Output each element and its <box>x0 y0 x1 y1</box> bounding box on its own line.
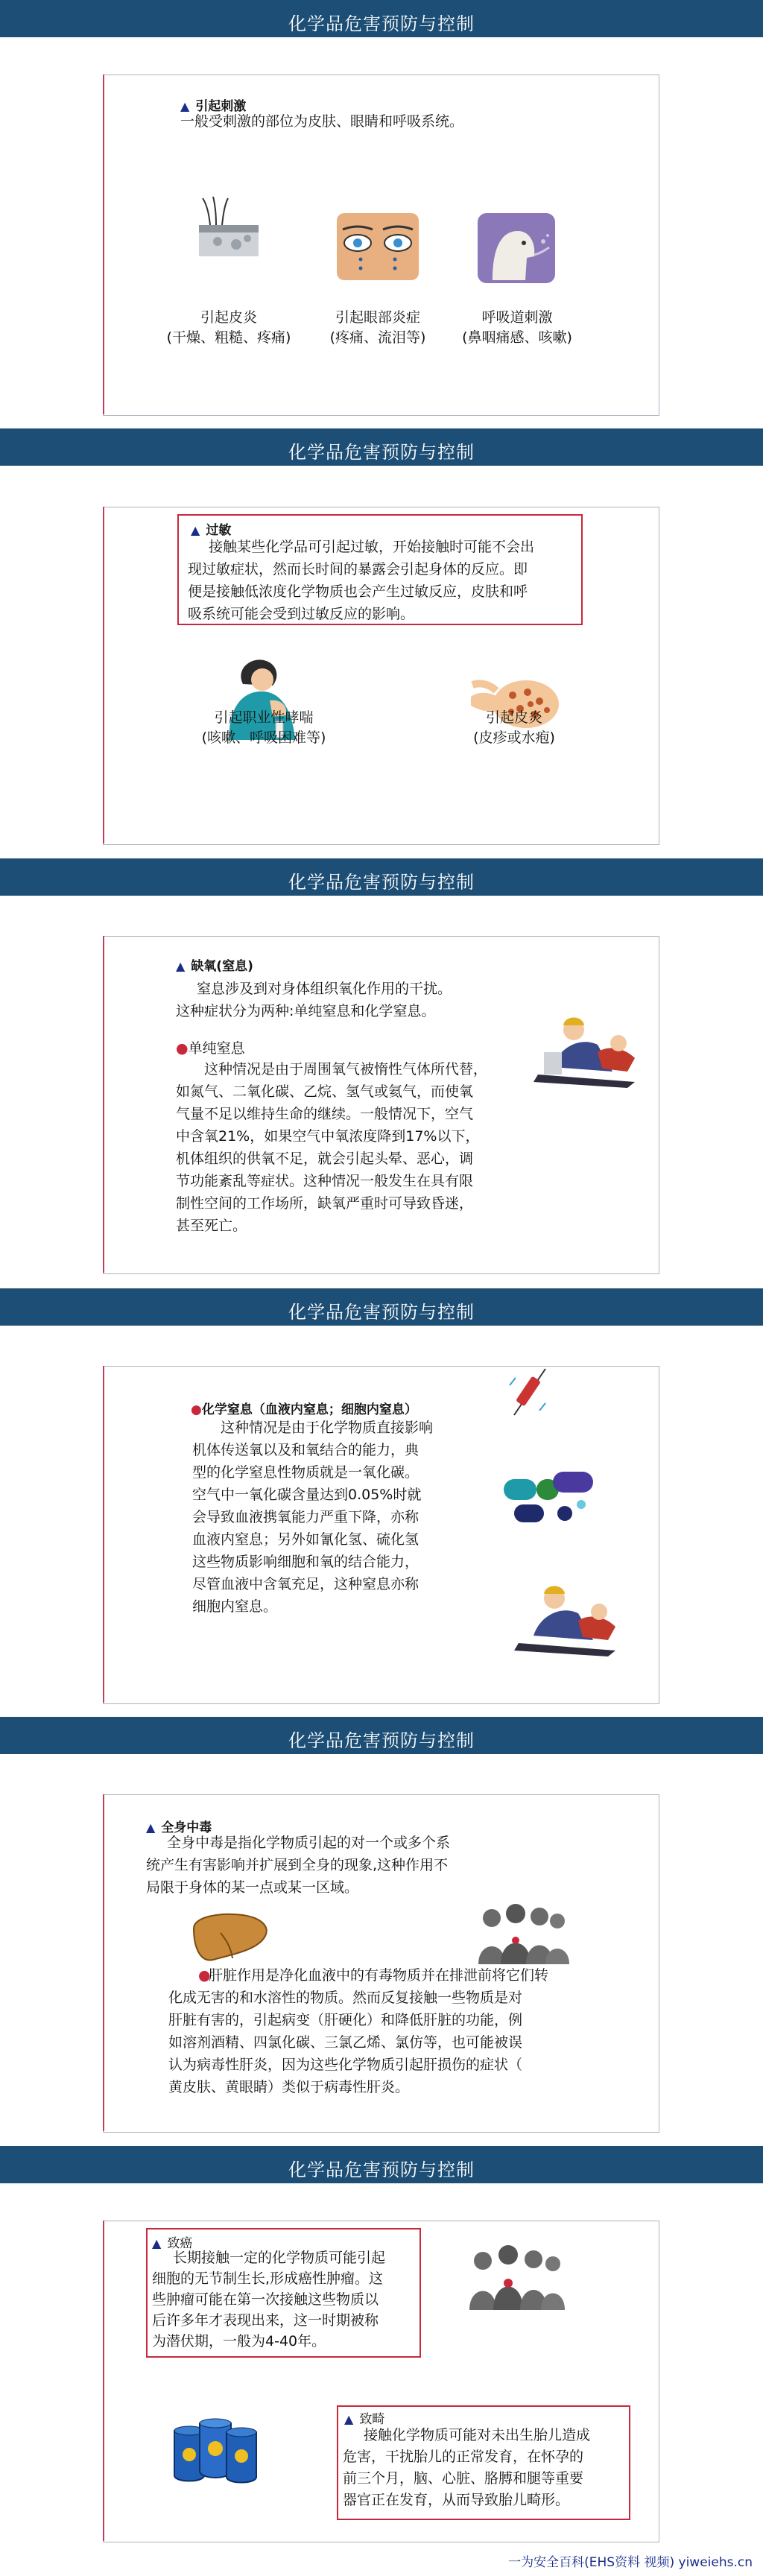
frame-rail <box>103 75 104 414</box>
header-band <box>0 0 763 37</box>
text-line: 接触化学物质可能对未出生胎儿造成 <box>364 2427 591 2443</box>
chemical-asphyxia-text <box>192 1417 490 1618</box>
rescue-scene-icon <box>511 1569 623 1658</box>
irritation-item-skin <box>154 308 303 348</box>
text-line: 这种情况是由于化学物质直接影响 <box>221 1420 434 1436</box>
slide-chemical-asphyxia <box>0 1288 763 1713</box>
rescue-scene-icon <box>531 1000 642 1089</box>
slide-systemic-poisoning <box>0 1717 763 2142</box>
text-line: 中含氧21%，如果空气中氧浓度降到17%以下， <box>176 1128 480 1145</box>
text-line: 机体组织的供氧不足，就会引起头晕、恶心，调 <box>176 1151 474 1167</box>
text-line: 吸系统可能会受到过敏反应的影响。 <box>188 606 415 622</box>
irritation-item-eyes <box>303 308 452 348</box>
section-heading: ▲ 过敏 <box>191 523 232 538</box>
text-line: 会导致血液携氧能力严重下降，亦称 <box>192 1509 420 1525</box>
item-detail: (疼痛、流泪等) <box>329 329 426 346</box>
text-line: 机体传送氧以及和氧结合的能力，典 <box>192 1442 420 1458</box>
sub-heading: ●单纯窒息 <box>176 1040 245 1057</box>
slide-allergy <box>0 428 763 857</box>
text-line: 后许多年才表现出来，这一时期被称 <box>152 2312 379 2329</box>
item-detail: (咳嗽、呼吸困难等) <box>201 730 326 746</box>
frame-rail <box>103 1794 104 2131</box>
text-line: 黄皮肤、黄眼睛）类似于病毒性肝炎。 <box>168 2079 410 2095</box>
bullet-dot-icon: ● <box>191 1402 202 1417</box>
text-line: 现过敏症状，然而长时间的暴露会引起身体的反应。即 <box>188 561 528 577</box>
triangle-bullet-icon: ▲ <box>152 2236 162 2250</box>
frame-rail <box>103 507 104 844</box>
liver-text <box>168 1964 645 2098</box>
teratogenic-text <box>343 2425 626 2511</box>
text-line: 细胞的无节制生长,形成癌性肿瘤。这 <box>152 2270 384 2287</box>
intro-text: 一般受刺激的部位为皮肤、眼睛和呼吸系统。 <box>180 113 464 130</box>
item-detail: (干燥、粗糙、疼痛) <box>166 329 291 346</box>
text-line: 节功能紊乱等症状。这种情况一般发生在具有限 <box>176 1173 474 1189</box>
slide-asphyxia <box>0 858 763 1283</box>
crowd-icon <box>474 1902 569 1964</box>
simple-asphyxia-text <box>176 1058 526 1237</box>
triangle-bullet-icon: ▲ <box>176 959 186 973</box>
text-line: 甚至死亡。 <box>176 1218 247 1234</box>
text-line: 接触某些化学品可引起过敏，开始接触时可能不会出 <box>209 539 535 555</box>
triangle-bullet-icon: ▲ <box>191 523 200 537</box>
section-heading: ▲ 致畸 <box>344 2412 385 2427</box>
slide-carcinogenic-teratogenic <box>0 2146 763 2576</box>
item-title: 引起眼部炎症 <box>335 309 420 326</box>
text-line: 血液内窒息；另外如氰化氢、硫化氢 <box>192 1531 420 1548</box>
bullet-dot-icon: ● <box>176 1040 189 1057</box>
slide-irritation <box>0 0 763 425</box>
slide-title: 化学品危害预防与控制 <box>288 872 475 893</box>
asphyxia-intro <box>176 978 452 1022</box>
header-band <box>0 2146 763 2183</box>
text-line: 尽管血液中含氧充足，这种窒息亦称 <box>192 1576 420 1592</box>
slide-title: 化学品危害预防与控制 <box>288 13 475 34</box>
frame-rail <box>103 936 104 1273</box>
text-line: 局限于身体的某一点或某一区域。 <box>146 1879 359 1896</box>
text-line: ● 肝脏作用是净化血液中的有毒物质并在排泄前将它们转 <box>168 1964 645 1987</box>
slide-title: 化学品危害预防与控制 <box>288 1730 475 1751</box>
text-line: 器官正在发育，从而导致胎儿畸形。 <box>343 2492 570 2508</box>
header-band <box>0 1288 763 1326</box>
text-line: 前三个月，脑、心脏、胳膊和腿等重要 <box>343 2470 584 2487</box>
allergy-text <box>188 536 575 625</box>
carcinogenic-text <box>152 2247 420 2352</box>
text-line: 为潜伏期，一般为4-40年。 <box>152 2333 326 2349</box>
syringe-icon <box>507 1363 551 1419</box>
item-title: 引起皮炎 <box>485 709 542 726</box>
text-line: 长期接触一定的化学物质可能引起 <box>173 2250 386 2266</box>
eyes-icon <box>337 213 419 280</box>
text-line: 些肿瘤可能在第一次接触这些物质以 <box>152 2291 379 2308</box>
text-line: 危害，干扰胎儿的正常发育，在怀孕的 <box>343 2449 584 2465</box>
liver-icon <box>191 1911 271 1964</box>
text-line: 全身中毒是指化学物质引起的对一个或多个系 <box>167 1835 451 1851</box>
frame-rail <box>103 1366 104 1703</box>
allergy-item-dermatitis <box>440 708 589 748</box>
text-line: 化成无害的和水溶性的物质。然而反复接触一些物质是对 <box>168 1990 523 2006</box>
item-title: 引起职业性哮喘 <box>214 709 314 726</box>
respiratory-icon <box>478 213 555 283</box>
pills-icon <box>501 1466 598 1528</box>
header-band <box>0 858 763 896</box>
footer-watermark: 一为安全百科(EHS资料 视频) yiweiehs.cn <box>508 2555 753 2570</box>
text-line: 气量不足以维持生命的继续。一般情况下，空气 <box>176 1106 474 1122</box>
section-heading: ▲ 引起刺激 <box>180 99 247 114</box>
slide-title: 化学品危害预防与控制 <box>288 442 475 463</box>
frame-rail <box>103 2221 104 2541</box>
section-heading: ▲ 缺氧(窒息) <box>176 959 253 974</box>
triangle-bullet-icon: ▲ <box>344 2412 354 2426</box>
triangle-bullet-icon: ▲ <box>180 99 190 113</box>
text-line: 这种情况是由于周围氧气被惰性气体所代替， <box>204 1061 488 1077</box>
slide-title: 化学品危害预防与控制 <box>288 2159 475 2180</box>
irritation-item-respiratory <box>443 308 592 348</box>
triangle-bullet-icon: ▲ <box>146 1820 156 1835</box>
header-band <box>0 428 763 466</box>
item-detail: (皮疹或水疱) <box>473 730 555 746</box>
crowd-icon <box>465 2243 565 2310</box>
hazard-barrels-icon <box>167 2413 264 2487</box>
item-title: 呼吸道刺激 <box>481 309 553 326</box>
text-line: 统产生有害影响并扩展到全身的现象,这种作用不 <box>146 1857 449 1873</box>
text-line: 认为病毒性肝炎，因为这些化学物质引起肝损伤的症状（ <box>168 2057 523 2073</box>
bullet-dot-icon: ● <box>198 1967 211 1984</box>
slide-title: 化学品危害预防与控制 <box>288 1302 475 1323</box>
text-line: 如氮气、二氧化碳、乙烷、氢气或氦气，而使氧 <box>176 1083 474 1100</box>
section-heading: ●化学窒息（血液内窒息；细胞内窒息） <box>191 1402 417 1417</box>
text-line: 窒息涉及到对身体组织氧化作用的干扰。 <box>197 981 452 997</box>
text-line: 这些物质影响细胞和氧的结合能力， <box>192 1554 420 1570</box>
text-line: 如溶剂酒精、四氯化碳、三氯乙烯、氯仿等，也可能被误 <box>168 2034 523 2051</box>
text-line: 型的化学窒息性物质就是一氧化碳。 <box>192 1464 420 1481</box>
allergy-item-asthma <box>174 708 353 748</box>
text-line: 这种症状分为两种:单纯窒息和化学窒息。 <box>176 1003 436 1019</box>
skin-section-icon <box>195 195 262 262</box>
systemic-intro <box>146 1832 563 1899</box>
section-heading: ▲ 全身中毒 <box>146 1820 212 1835</box>
text-line: 细胞内窒息。 <box>192 1598 278 1615</box>
text-line: 空气中一氧化碳含量达到0.05%时就 <box>192 1487 422 1503</box>
item-detail: (鼻咽痛感、咳嗽) <box>462 329 572 346</box>
text-line: 制性空间的工作场所，缺氧严重时可导致昏迷， <box>176 1195 474 1212</box>
section-heading: ▲ 致癌 <box>152 2236 193 2251</box>
header-band <box>0 1717 763 1754</box>
item-title: 引起皮炎 <box>200 309 257 326</box>
text-line: 肝脏有害的，引起病变（肝硬化）和降低肝脏的功能，例 <box>168 2012 523 2028</box>
text-line: 便是接触低浓度化学物质也会产生过敏反应，皮肤和呼 <box>188 583 528 600</box>
